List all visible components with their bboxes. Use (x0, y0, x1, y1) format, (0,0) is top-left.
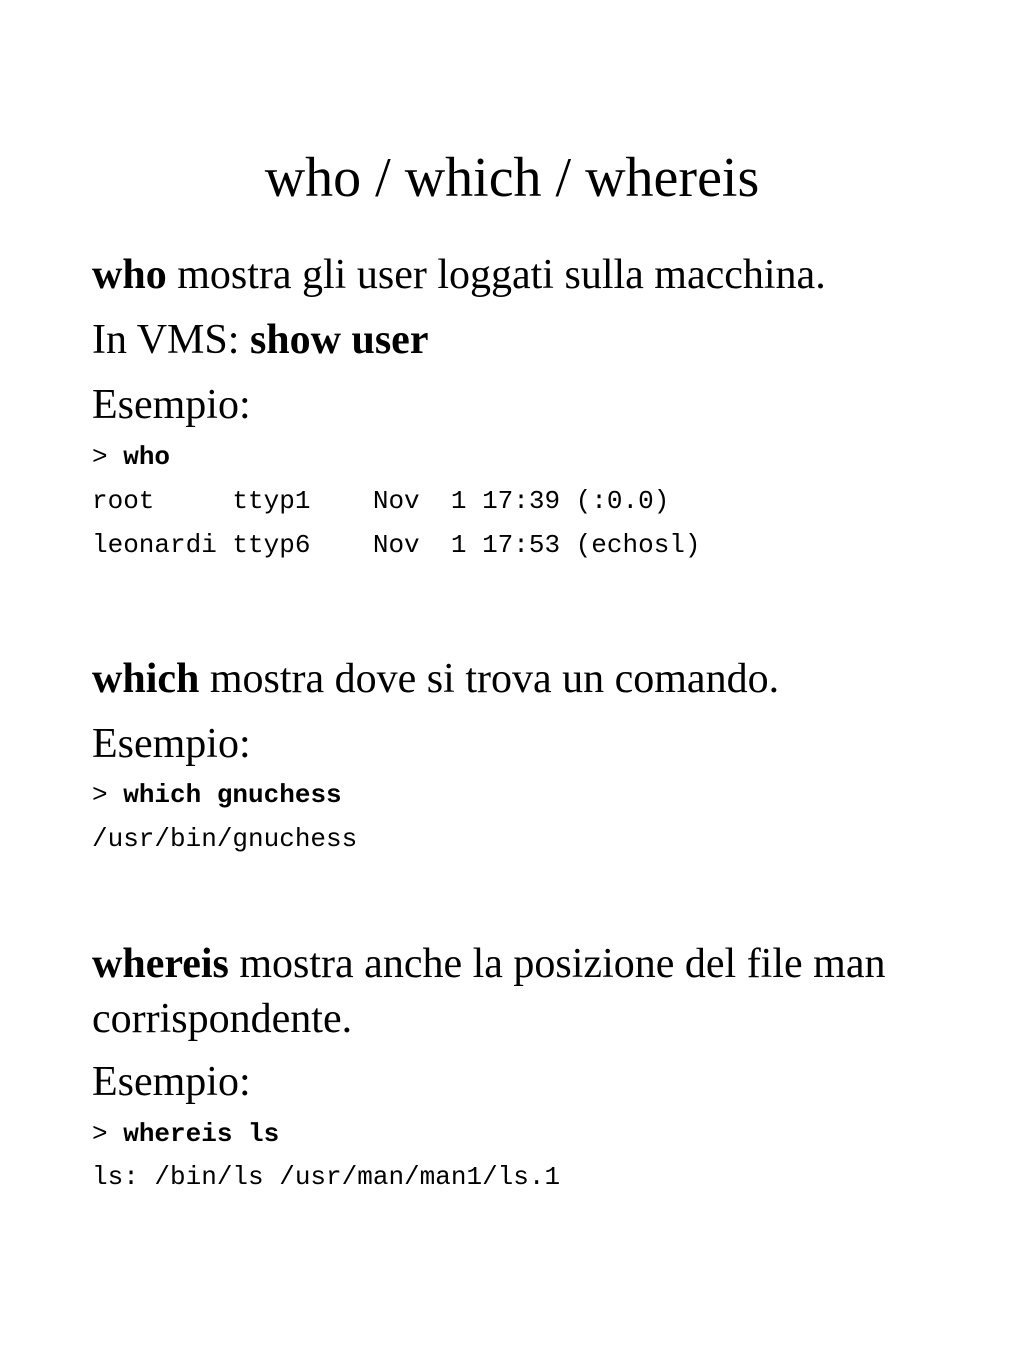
whereis-command-input: whereis ls (123, 1119, 280, 1149)
prompt-symbol: > (92, 1119, 124, 1149)
who-output-line-1: root ttyp1 Nov 1 17:39 (:0.0) (92, 486, 670, 516)
whereis-example-label: Esempio: (92, 1059, 251, 1105)
who-example-label: Esempio: (92, 382, 251, 428)
whereis-example-command (92, 1118, 279, 1150)
whereis-description (92, 937, 892, 1047)
who-description (92, 248, 952, 303)
which-command-input: which gnuchess (123, 780, 342, 810)
which-description-text: mostra dove si trova un comando. (199, 656, 780, 702)
whereis-output-line-1: ls: /bin/ls /usr/man/man1/ls.1 (92, 1162, 561, 1192)
who-example-command (92, 441, 170, 473)
whereis-description-text: mostra anche la posizione del file man corrispondente. (92, 941, 886, 1042)
which-command-name: which (92, 656, 200, 702)
vms-equivalent (92, 313, 952, 368)
whereis-command-name: whereis (92, 941, 229, 987)
vms-prefix: In VMS: (92, 317, 250, 363)
who-output-line-2: leonardi ttyp6 Nov 1 17:53 (echosl) (92, 530, 701, 560)
prompt-symbol: > (92, 442, 124, 472)
which-example-label: Esempio: (92, 721, 251, 767)
prompt-symbol: > (92, 780, 124, 810)
who-description-text: mostra gli user loggati sulla macchina. (166, 252, 826, 298)
which-example-command (92, 779, 342, 811)
who-command-name: who (92, 252, 167, 298)
which-description (92, 652, 952, 707)
who-command-input: who (123, 442, 171, 472)
vms-command: show user (249, 317, 429, 363)
which-output-line-1: /usr/bin/gnuchess (92, 824, 358, 854)
page-title: who / which / whereis (264, 147, 760, 209)
